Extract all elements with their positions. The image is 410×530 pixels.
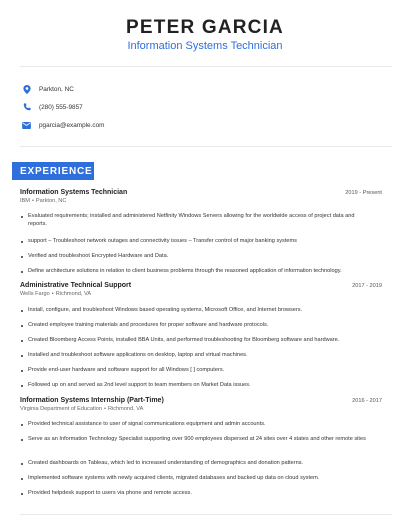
list-item: Evaluated requirements; installed and administered Netfinity Windows Servers allowing for the worldwide access of project data and reports. — [28, 213, 368, 228]
list-item: Created dashboards on Tableau, which led to increased understanding of demographics and donation patterns. — [28, 460, 368, 468]
job-employer: Wells Fargo • Richmond, VA — [20, 291, 92, 297]
list-item: Verified and troubleshoot Encrypted Hardware and Data. — [28, 253, 368, 261]
job-title: Information Systems Internship (Part-Time) — [20, 397, 164, 404]
job-title: Information Systems Technician — [20, 189, 128, 196]
job-dates: 2019 - Present — [345, 190, 382, 196]
job-location: Richmond, VA — [55, 291, 92, 297]
list-item: Define architecture solutions in relation to client business problems through the reasoned application of information technology. — [28, 268, 368, 276]
header-divider — [20, 66, 392, 67]
job-company: IBM — [20, 198, 30, 204]
list-item: Implemented software systems with newly acquired clients, migrated databases and backed up data on cloud system. — [28, 475, 368, 483]
job-company: Wells Fargo — [20, 291, 50, 297]
contact-phone — [20, 100, 83, 114]
job-location: Richmond, VA — [107, 406, 144, 412]
contact-email-text: pgarcia@example.com — [39, 121, 105, 129]
job-title: Administrative Technical Support — [20, 282, 132, 289]
list-item: Created Bloomberg Access Points, installed BBA Units, and performed troubleshooting for Bloomberg software and hardware. — [28, 337, 368, 345]
contact-divider — [20, 146, 392, 147]
candidate-name: PETER GARCIA — [126, 17, 284, 38]
job-location: Parkton, NC — [35, 198, 67, 204]
list-item: support – Troubleshoot network outages and connectivity issues – Transfer control of major banking systems — [28, 238, 368, 246]
contact-email — [20, 118, 104, 132]
list-item: Provided helpdesk support to users via phone and remote access. — [28, 490, 368, 498]
job-dates: 2017 - 2019 — [352, 283, 382, 289]
job-employer: Virginia Department of Education • Richmond, VA — [20, 406, 144, 412]
phone-icon — [22, 103, 31, 112]
email-icon — [22, 121, 31, 130]
job-entry — [20, 189, 382, 204]
contact-location — [20, 82, 74, 96]
job-entry — [20, 397, 382, 412]
list-item: Provided technical assistance to user of signal communications equipment and admin accounts. — [28, 421, 368, 429]
job-entry — [20, 282, 382, 297]
contact-location-text: Parkton, NC — [39, 85, 74, 93]
location-pin-icon — [22, 85, 31, 94]
experience-section-title: EXPERIENCE — [12, 162, 94, 180]
list-item: Created employee training materials and procedures for proper software and hardware protocols. — [28, 322, 368, 330]
job-dates: 2016 - 2017 — [352, 398, 382, 404]
contact-phone-text: (280) 555-9857 — [39, 103, 83, 111]
job-employer: IBM • Parkton, NC — [20, 198, 67, 204]
list-item: Provide end-user hardware and software support for all Windows [ ] computers. — [28, 367, 368, 375]
list-item: Installed and troubleshoot software applications on desktop, laptop and virtual machines. — [28, 352, 368, 360]
job-title-heading: Information Systems Technician — [127, 40, 283, 52]
list-item: Install, configure, and troubleshoot Windows based operating systems, Microsoft Office, and Internet browsers. — [28, 307, 368, 315]
list-item: Followed up on and served as 2nd level support to team members on Market Data issues. — [28, 382, 368, 390]
job-company: Virginia Department of Education — [20, 406, 102, 412]
bottom-divider — [20, 514, 392, 515]
list-item: Serve as an Information Technology Specialist supporting over 900 employees dispersed at 24 sites over 4 states and other remote sites — [28, 436, 368, 444]
